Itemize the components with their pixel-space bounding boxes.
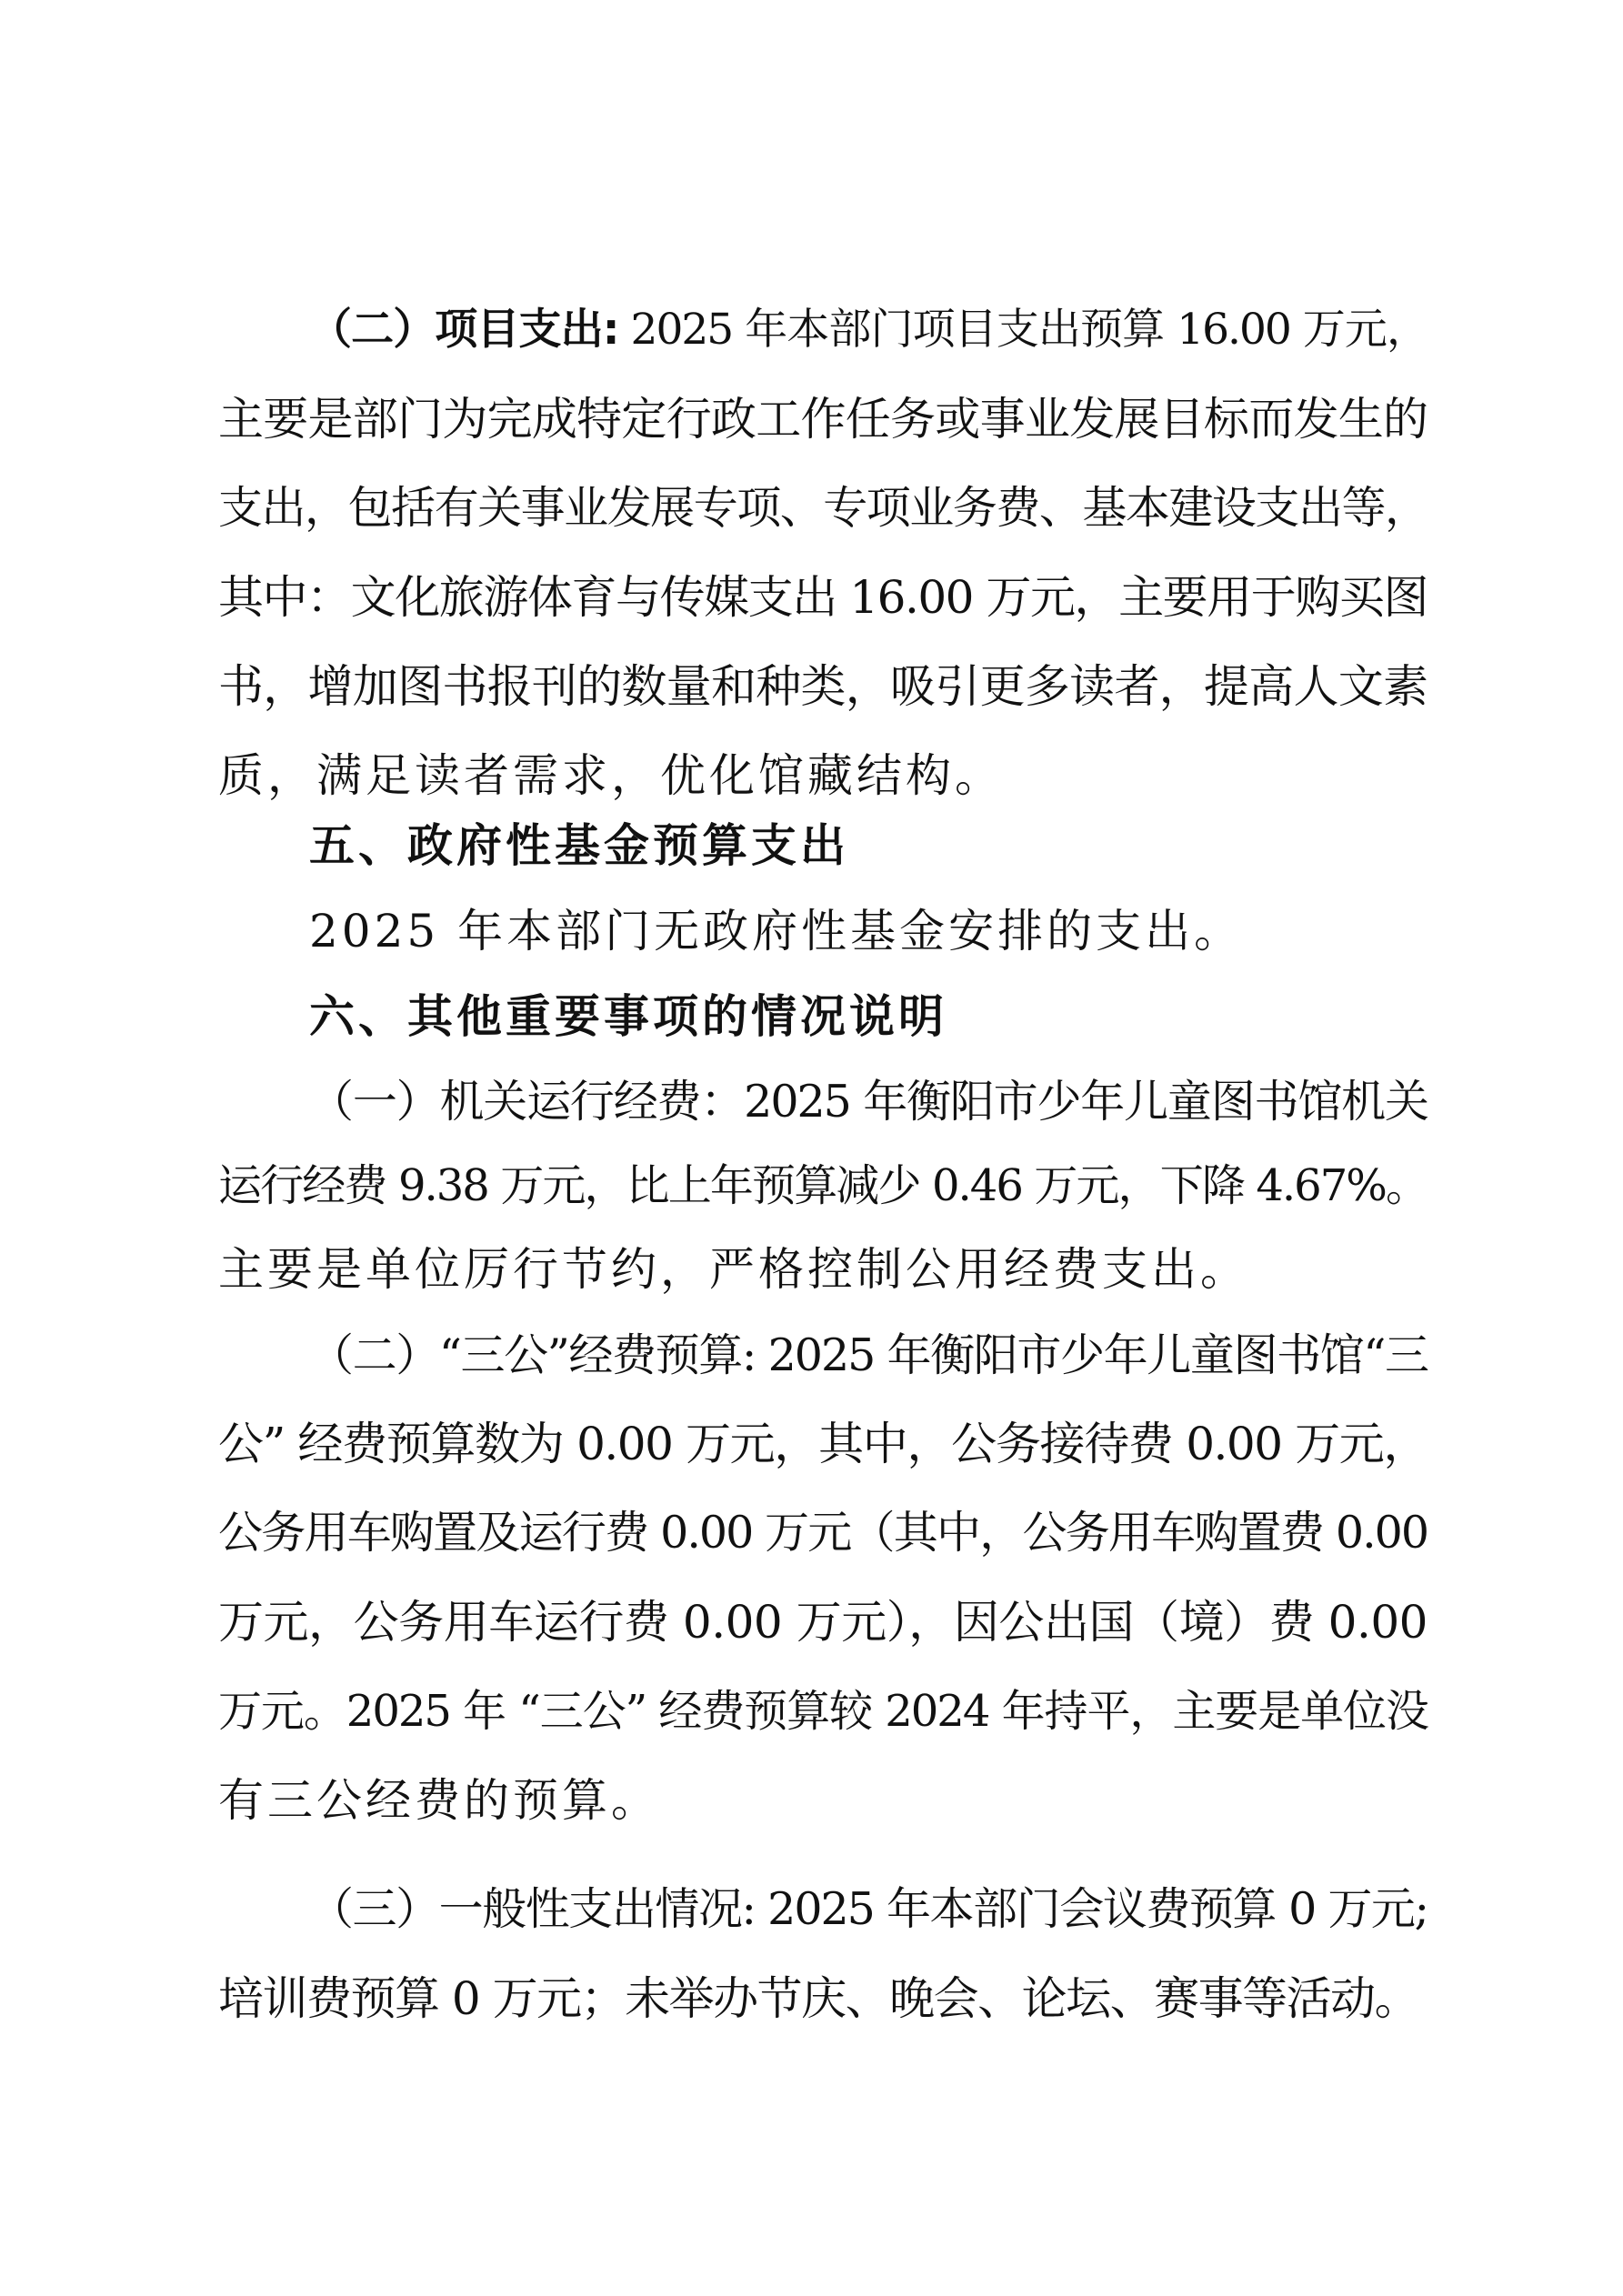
paragraph-project-expenditure-line-4: 其中：文化旅游体育与传媒支出 16.00 万元，主要用于购买图 xyxy=(218,571,1428,624)
paragraph-project-expenditure-line-6: 质，满足读者需求，优化馆藏结构。 xyxy=(218,749,1004,802)
paragraph-operating-cost-line-1: （一）机关运行经费：2025 年衡阳市少年儿童图书馆机关 xyxy=(309,1076,1428,1128)
paragraph-project-expenditure-line-1 xyxy=(309,285,1428,376)
paragraph-operating-cost-line-3: 主要是单位厉行节约，严格控制公用经费支出。 xyxy=(218,1243,1249,1296)
paragraph-government-fund: 2025 年本部门无政府性基金安排的支出。 xyxy=(309,905,1244,958)
paragraph-project-expenditure-line-2: 主要是部门为完成特定行政工作任务或事业发展目标而发生的 xyxy=(218,393,1428,446)
paragraph-three-public-line-1: （二）“三公”经费预算: 2025 年衡阳市少年儿童图书馆“三 xyxy=(309,1329,1428,1381)
project-expenditure-text: 2025 年本部门项目支出预算 16.00 万元， xyxy=(617,305,1428,355)
project-expenditure-lead: （二）项目支出: xyxy=(309,305,618,355)
paragraph-three-public-line-2: 公” 经费预算数为 0.00 万元，其中，公务接待费 0.00 万元， xyxy=(218,1418,1428,1470)
heading-other-matters: 六、其他重要事项的情况说明 xyxy=(309,990,947,1043)
paragraph-project-expenditure-line-3: 支出，包括有关事业发展专项、专项业务费、基本建设支出等， xyxy=(218,482,1428,534)
paragraph-three-public-line-3: 公务用车购置及运行费 0.00 万元（其中，公务用车购置费 0.00 xyxy=(218,1507,1428,1559)
heading-government-fund: 五、政府性基金预算支出 xyxy=(309,819,849,872)
paragraph-three-public-line-6: 有三公经费的预算。 xyxy=(218,1774,660,1827)
paragraph-general-expenditure-line-1: （三）一般性支出情况: 2025 年本部门会议费预算 0 万元; xyxy=(309,1883,1428,1935)
paragraph-operating-cost-line-2: 运行经费 9.38 万元，比上年预算减少 0.46 万元，下降 4.67%。 xyxy=(218,1160,1428,1211)
paragraph-project-expenditure-line-5: 书，增加图书报刊的数量和种类，吸引更多读者，提高人文素 xyxy=(218,660,1428,713)
paragraph-three-public-line-5: 万元。2025 年 “三公” 经费预算较 2024 年持平，主要是单位没 xyxy=(218,1686,1428,1737)
paragraph-general-expenditure-line-2: 培训费预算 0 万元；未举办节庆、晚会、论坛、赛事等活动。 xyxy=(218,1972,1419,2025)
paragraph-three-public-line-4: 万元，公务用车运行费 0.00 万元），因公出国（境）费 0.00 xyxy=(218,1596,1428,1649)
